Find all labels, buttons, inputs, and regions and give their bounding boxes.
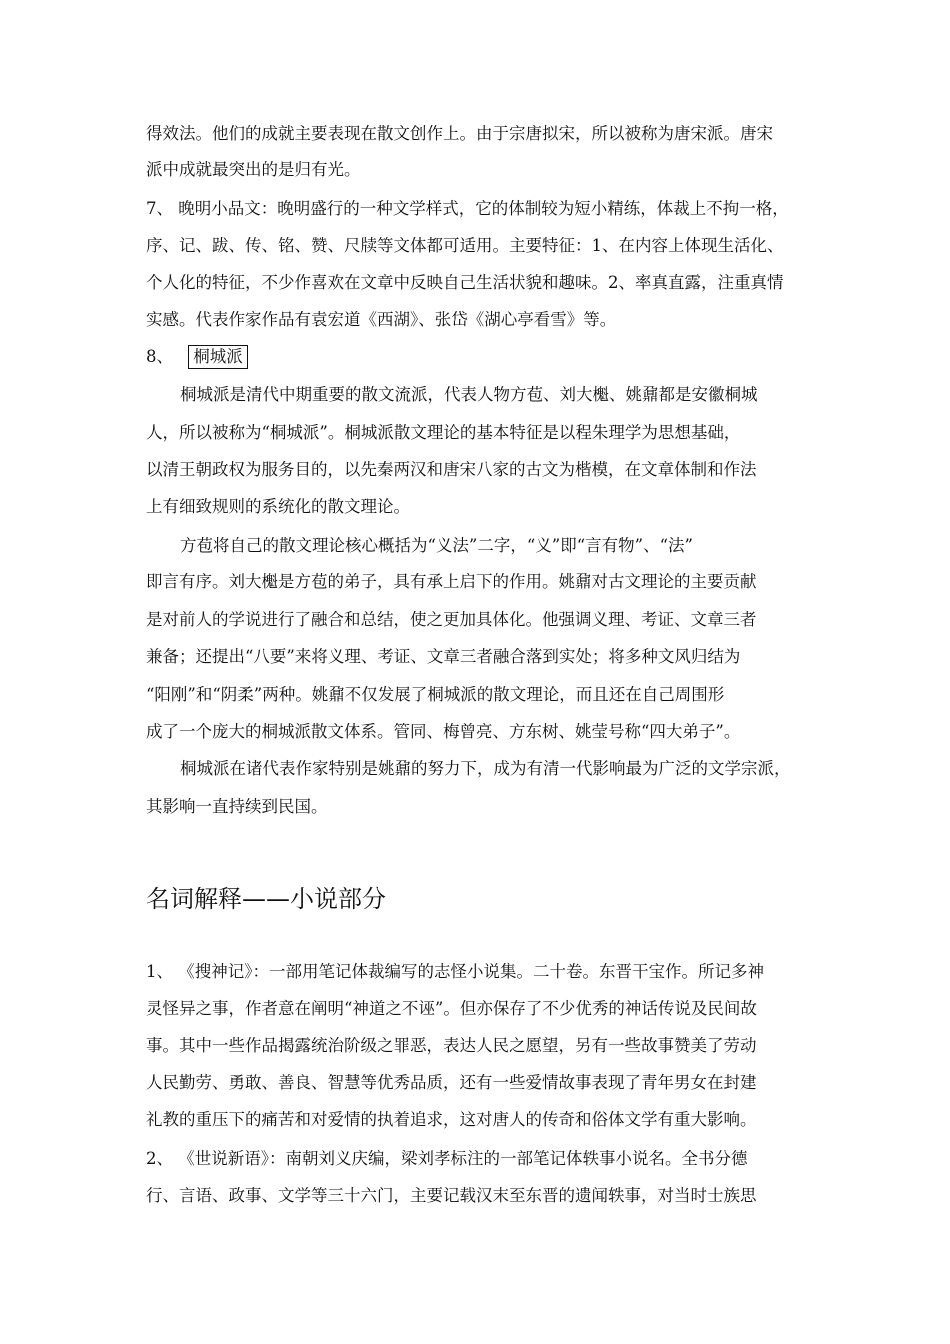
text-line: 上有细致规则的系统化的散文理论。 — [146, 497, 410, 516]
text-line: 人民勤劳、勇敢、善良、智慧等优秀品质，还有一些爱情故事表现了青年男女在封建 — [146, 1073, 757, 1092]
text-line: 1、 《搜神记》：一部用笔记体裁编写的志怪小说集。二十卷。东晋干宝作。所记多神 — [146, 962, 764, 981]
text-line: 灵怪异之事，作者意在阐明“神道之不诬”。但亦保存了不少优秀的神话传说及民间故 — [146, 999, 757, 1018]
text-line: 行、言语、政事、文学等三十六门，主要记载汉末至东晋的遗闻轶事，对当时士族思 — [146, 1186, 757, 1205]
text-line: 实感。代表作家作品有袁宏道《西湖》、张岱《湖心亭看雪》等。 — [146, 310, 617, 329]
text-line: 得效法。他们的成就主要表现在散文创作上。由于宗唐拟宋，所以被称为唐宋派。唐宋 — [146, 124, 773, 143]
text-line: 桐城派在诸代表作家特别是姚鼐的努力下，成为有清一代影响最为广泛的文学宗派， — [180, 759, 791, 778]
item-8-heading — [146, 345, 248, 369]
text-line: 成了一个庞大的桐城派散文体系。管同、梅曾亮、方东树、姚莹号称“四大弟子”。 — [146, 722, 741, 741]
text-line: 其影响一直持续到民国。 — [146, 797, 328, 816]
text-line: 礼教的重压下的痛苦和对爱情的执着追求，这对唐人的传奇和俗体文学有重大影响。 — [146, 1110, 757, 1129]
text-line: 方苞将自己的散文理论核心概括为“义法”二字，“义”即“言有物”、“法” — [180, 536, 693, 555]
text-line: 是对前人的学说进行了融合和总结，使之更加具体化。他强调义理、考证、文章三者 — [146, 610, 757, 629]
boxed-term: 桐城派 — [188, 345, 248, 369]
text-line: “阳刚”和“阴柔”两种。姚鼐不仅发展了桐城派的散文理论，而且还在自己周围形 — [146, 685, 725, 704]
text-line: 序、记、跋、传、铭、赞、尺牍等文体都可适用。主要特征：1、在内容上体现生活化、 — [146, 236, 784, 255]
section-heading: 名词解释——小说部分 — [146, 885, 386, 913]
text-line: 事。其中一些作品揭露统治阶级之罪恶，表达人民之愿望，另有一些故事赞美了劳动 — [146, 1036, 757, 1055]
text-line: 2、 《世说新语》：南朝刘义庆编，梁刘孝标注的一部笔记体轶事小说名。全书分德 — [146, 1149, 748, 1168]
text-line: 兼备；还提出“八要”来将义理、考证、文章三者融合落到实处；将多种文风归结为 — [146, 647, 741, 666]
text-line: 即言有序。刘大櫆是方苞的弟子，具有承上启下的作用。姚鼐对古文理论的主要贡献 — [146, 572, 757, 591]
text-line: 派中成就最突出的是归有光。 — [146, 160, 361, 179]
text-line: 桐城派是清代中期重要的散文流派，代表人物方苞、刘大櫆、姚鼐都是安徽桐城 — [180, 385, 758, 404]
text-line: 7、 晚明小品文：晚明盛行的一种文学样式，它的体制较为短小精练，体裁上不拘一格， — [146, 199, 789, 218]
text-line: 人，所以被称为“桐城派”。桐城派散文理论的基本特征是以程朱理学为思想基础， — [146, 423, 741, 442]
text-line: 以清王朝政权为服务目的，以先秦两汉和唐宋八家的古文为楷模，在文章体制和作法 — [146, 460, 757, 479]
item-number: 8、 — [146, 347, 173, 366]
text-line: 个人化的特征，不少作喜欢在文章中反映自己生活状貌和趣味。2、率真直露，注重真情 — [146, 273, 784, 292]
